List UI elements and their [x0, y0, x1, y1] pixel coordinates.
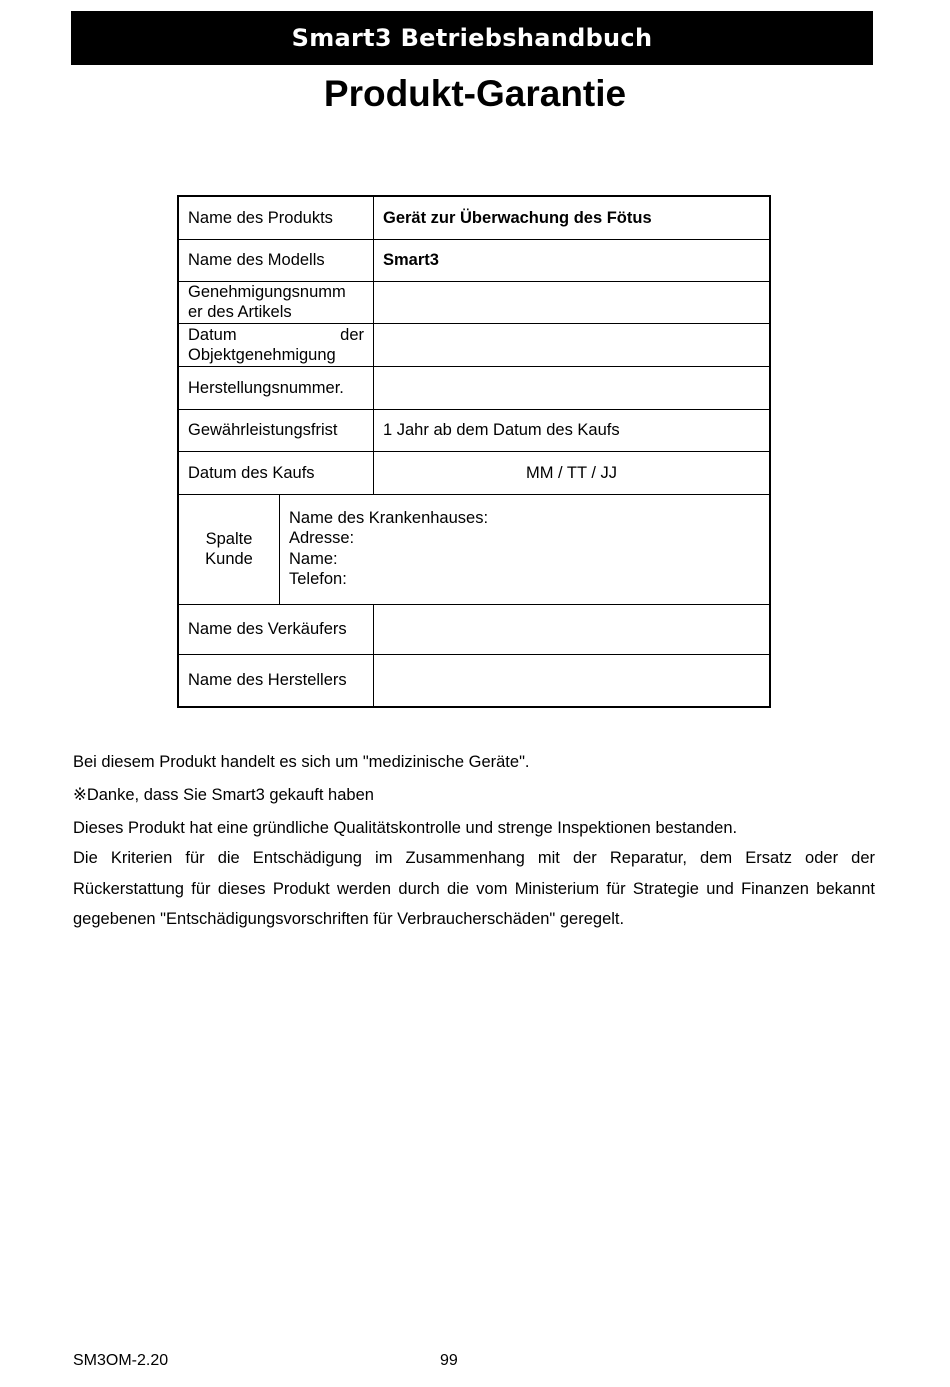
customer-cell [178, 494, 770, 604]
seller-name-label: Name des Verkäufers [178, 604, 374, 654]
customer-fields [280, 495, 497, 604]
table-row-serial-number [178, 366, 770, 409]
approval-number-label-line1: Genehmigungsnumm [188, 283, 346, 301]
table-row-customer [178, 494, 770, 604]
approval-number-value [374, 281, 771, 323]
table-row-seller-name [178, 604, 770, 654]
customer-field-name: Name: [289, 549, 338, 568]
customer-column-label [179, 495, 280, 604]
customer-field-hospital: Name des Krankenhauses: [289, 508, 489, 527]
approval-number-label [178, 281, 374, 323]
table-row-model-name [178, 239, 770, 281]
approval-date-value [374, 323, 771, 366]
body-paragraph-1: Bei diesem Produkt handelt es sich um "medizinische Geräte". [73, 753, 530, 771]
customer-field-address: Adresse: [289, 529, 355, 547]
footer-page-number: 99 [440, 1352, 458, 1369]
serial-number-value [374, 366, 771, 409]
warranty-table [177, 195, 771, 708]
table-row-product-name [178, 196, 770, 239]
customer-column-line2: Kunde [205, 550, 253, 568]
customer-column-line1: Spalte [205, 530, 253, 548]
approval-date-label-word1: Datum [188, 325, 237, 344]
footer-doc-code: SM3OM-2.20 [73, 1352, 169, 1369]
page-title: Produkt-Garantie [323, 73, 627, 114]
table-row-purchase-date [178, 451, 770, 494]
purchase-date-value: MM / TT / JJ [374, 451, 771, 494]
body-paragraph-4: Die Kriterien für die Entschädigung im Zusammenhang mit der Reparatur, dem Ersatz oder der Rückerstattung für dieses Produkt werden durch die vom Ministerium für Strategie und Finanzen bekannt gegebenen "Entschädigungsvorschriften für Verbraucherschäden" geregelt. [73, 849, 875, 928]
body-paragraph-3: Dieses Produkt hat eine gründliche Qualitätskontrolle und strenge Inspektionen bestanden. [73, 819, 738, 837]
manufacturer-name-label: Name des Herstellers [178, 654, 374, 707]
manufacturer-name-value [374, 654, 771, 707]
warranty-period-label: Gewährleistungsfrist [178, 409, 374, 451]
product-name-label: Name des Produkts [178, 196, 374, 239]
seller-name-value [374, 604, 771, 654]
manual-header-bar [71, 11, 873, 65]
product-name-value: Gerät zur Überwachung des Fötus [374, 196, 771, 239]
approval-date-label-word2: der [340, 325, 364, 344]
model-name-label: Name des Modells [178, 239, 374, 281]
body-paragraph-2: ※Danke, dass Sie Smart3 gekauft haben [73, 786, 374, 804]
manual-title: Smart3 Betriebshandbuch [291, 24, 653, 52]
customer-field-phone: Telefon: [289, 570, 347, 588]
model-name-value: Smart3 [374, 239, 771, 281]
table-row-approval-date [178, 323, 770, 366]
table-row-manufacturer-name [178, 654, 770, 707]
serial-number-label: Herstellungsnummer. [178, 366, 374, 409]
table-row-approval-number [178, 281, 770, 323]
purchase-date-label: Datum des Kaufs [178, 451, 374, 494]
approval-date-label [178, 323, 374, 366]
table-row-warranty-period [178, 409, 770, 451]
approval-number-label-line2: er des Artikels [188, 303, 292, 321]
warranty-period-value: 1 Jahr ab dem Datum des Kaufs [374, 409, 771, 451]
approval-date-label-line2: Objektgenehmigung [188, 345, 336, 364]
body-text [73, 747, 875, 935]
